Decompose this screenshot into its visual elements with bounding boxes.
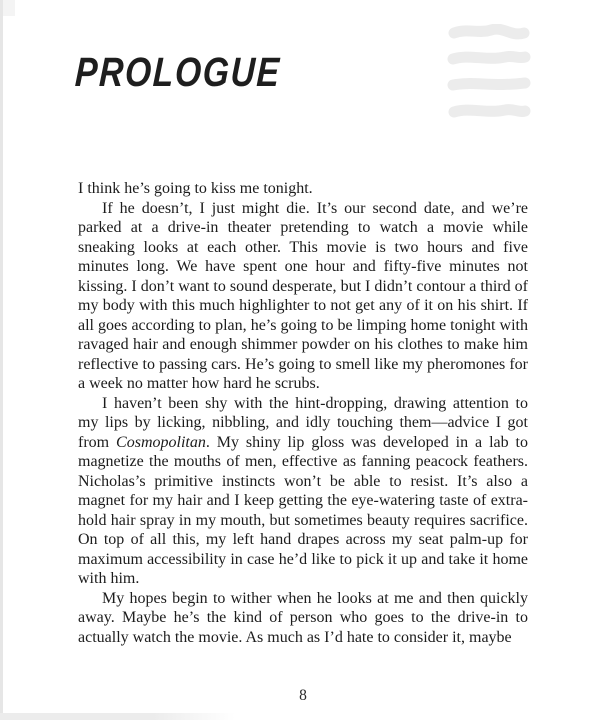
- chapter-title: PROLOGUE: [74, 49, 282, 95]
- wavy-lines-icon: [447, 24, 531, 122]
- page-edge-bottom: [0, 713, 235, 720]
- paragraph-text: . My shiny lip gloss was developed in a lab to magnetize the mouths of men, effective as fanning peacock feathers. Nicholas’s primitive instincts won’t be able to resist. It’s also a magnet for my hair and I keep getting the eye-watering taste of extra-hold hair spray in my mouth, but sometimes beauty requires sacrifice. On top of all this, my left hand drapes across my seat palm-up for maximum accessibility in case he’d like to pick it up and take it home with him.: [78, 433, 529, 587]
- paragraph: My hopes begin to wither when he looks at me and then quickly away. Maybe he’s the kind of person who goes to the drive-in to actually watch the movie. As much as I’d hate to consider it, maybe: [78, 589, 528, 646]
- page-edge-left: [0, 0, 3, 720]
- paragraph: [78, 394, 528, 589]
- italic-book-title: Cosmopolitan: [116, 433, 206, 451]
- page-number: 8: [299, 687, 307, 704]
- paragraph: If he doesn’t, I just might die. It’s our second date, and we’re parked at a drive-in theater pretending to watch a movie while sneaking looks at each other. This movie is two hours and five minutes long. We have spent one hour and fifty-five minutes not kissing. I don’t want to sound desperate, but I didn’t contour a third of my body with this much highlighter to not get any of it on his shirt. If all goes according to plan, he’s going to be limping home tonight with ravaged hair and enough shimmer powder on his clothes to make him reflective to passing cars. He’s going to smell like my pheromones for a week no matter how hard he scrubs.: [78, 199, 528, 392]
- page-edge-corner: [3, 0, 15, 16]
- paragraph-text: I haven’t been shy with the hint-dropping, drawing attention to my lips by licking, nibbling, and idly touching them—advice I got from: [78, 394, 528, 451]
- paragraph: I think he’s going to kiss me tonight.: [78, 180, 313, 197]
- body-text: [78, 179, 528, 647]
